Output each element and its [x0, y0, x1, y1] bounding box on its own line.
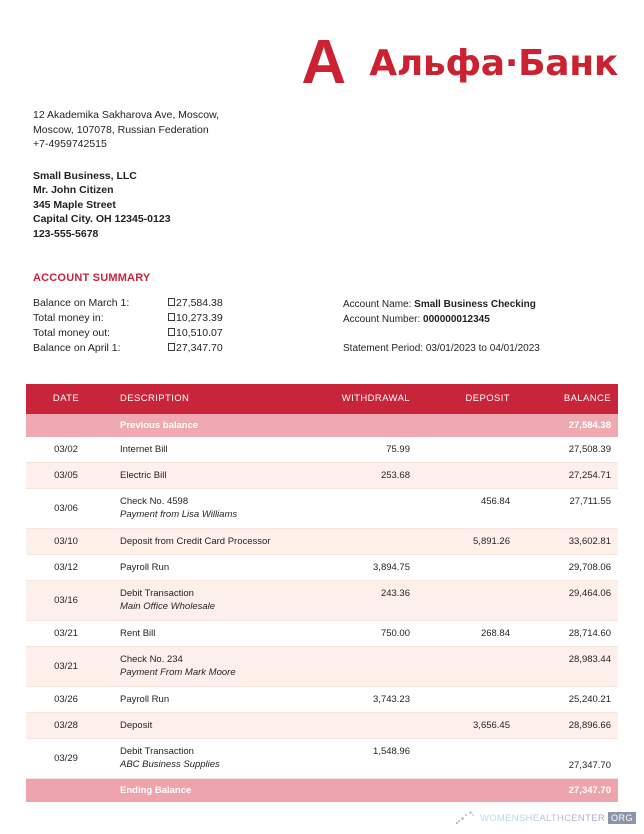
logo-letter: A [301, 28, 346, 97]
table-row [26, 555, 618, 581]
customer-city-state-zip: Capital City. OH 12345-0123 [33, 213, 171, 225]
row-balance: 28,896.66 [568, 719, 611, 731]
row-withdrawal: 3,743.23 [373, 693, 410, 705]
summary-row [33, 326, 343, 341]
previous-balance-label: Previous balance [120, 419, 199, 431]
previous-balance-row [26, 414, 618, 437]
table-row [26, 621, 618, 647]
summary-row [33, 296, 343, 311]
row-withdrawal: 253.68 [380, 469, 410, 481]
table-row [26, 463, 618, 489]
row-date: 03/26 [54, 693, 78, 705]
row-date: 03/05 [54, 469, 78, 481]
row-date: 03/16 [54, 594, 78, 606]
row-description [106, 653, 304, 680]
currency-symbol-icon [168, 343, 175, 351]
row-description [106, 587, 304, 614]
page-header [0, 0, 644, 108]
row-description: Payroll Run [120, 693, 170, 705]
logo-a-mark [295, 28, 351, 97]
account-number-value: 000000012345 [423, 313, 490, 325]
summary-label: Balance on April 1: [33, 342, 121, 354]
ending-balance-label: Ending Balance [120, 784, 192, 796]
account-summary-title: ACCOUNT SUMMARY [33, 272, 151, 284]
summary-value: 27,347.70 [168, 341, 223, 356]
row-withdrawal: 3,894.75 [373, 561, 410, 573]
summary-label: Balance on March 1: [33, 297, 130, 309]
customer-street: 345 Maple Street [33, 198, 116, 211]
account-name-label: Account Name: [343, 299, 412, 310]
row-balance: 27,711.55 [569, 495, 611, 507]
customer-name: Mr. John Citizen [33, 184, 114, 196]
row-deposit: 268.84 [480, 627, 510, 639]
row-deposit [422, 647, 518, 654]
row-balance: 28,983.44 [568, 653, 611, 665]
row-balance: 27,254.71 [568, 469, 611, 481]
row-description-sub: Main Office Wholesale [120, 600, 216, 612]
row-balance: 33,602.81 [568, 535, 611, 547]
customer-company: Small Business, LLC [33, 169, 137, 182]
row-withdrawal [304, 489, 422, 496]
row-date: 03/28 [54, 719, 78, 731]
row-withdrawal [304, 647, 422, 654]
summary-value: 27,584.38 [168, 296, 223, 311]
column-header-date: DATE [52, 393, 80, 404]
bank-address-phone: +7-4959742515 [33, 138, 107, 150]
row-description: Deposit [120, 719, 153, 731]
row-balance: 25,240.21 [568, 693, 611, 705]
table-row [26, 437, 618, 463]
statement-period: Statement Period: 03/01/2023 to 04/01/2023 [343, 343, 540, 354]
row-withdrawal: 243.36 [380, 587, 410, 599]
row-deposit: 456.84 [480, 495, 510, 507]
row-description-main: Check No. 4598 [120, 495, 189, 507]
bank-address-line-2: Moscow, 107078, Russian Federation [33, 123, 209, 136]
bank-address-line-1: 12 Akademika Sakharova Ave, Moscow, [33, 109, 219, 121]
customer-address [33, 169, 644, 242]
row-withdrawal: 1,548.96 [373, 745, 410, 757]
transactions-table [26, 384, 618, 802]
row-description [106, 495, 304, 522]
row-deposit [422, 739, 518, 746]
currency-symbol-icon [168, 328, 175, 336]
row-date: 03/29 [54, 752, 78, 764]
watermark-text: WOMENSHEALTHCENTER [479, 812, 605, 824]
row-description-main: Debit Transaction [120, 587, 194, 599]
summary-label: Total money in: [33, 312, 104, 324]
summary-value: 10,273.39 [168, 311, 223, 326]
row-date: 03/12 [54, 561, 78, 573]
site-watermark [456, 810, 636, 826]
row-description: Payroll Run [120, 561, 170, 573]
alfa-bank-logo [295, 28, 618, 97]
watermark-badge: ORG [608, 812, 636, 824]
address-zone [0, 108, 644, 241]
row-date: 03/06 [54, 502, 78, 514]
account-name-line [343, 298, 540, 313]
row-description [106, 745, 304, 772]
summary-value: 10,510.07 [168, 326, 223, 341]
row-date: 03/21 [54, 660, 78, 672]
row-date: 03/21 [54, 627, 78, 639]
row-date: 03/02 [54, 443, 78, 455]
column-header-deposit: DEPOSIT [465, 393, 510, 404]
currency-symbol-icon [168, 298, 175, 306]
row-deposit [422, 581, 518, 588]
row-balance: 29,464.06 [568, 587, 611, 599]
row-balance: 28,714.60 [568, 627, 611, 639]
row-description: Internet Bill [120, 443, 168, 455]
row-description-sub: ABC Business Supplies [120, 758, 220, 770]
row-description: Rent Bill [120, 627, 156, 639]
row-withdrawal: 750.00 [380, 627, 410, 639]
account-details [343, 296, 540, 357]
table-row [26, 647, 618, 687]
customer-phone: 123-555-5678 [33, 227, 99, 240]
currency-symbol-icon [168, 313, 175, 321]
table-row [26, 739, 618, 779]
dots-icon [456, 810, 478, 826]
row-withdrawal: 75.99 [386, 443, 410, 455]
table-row [26, 529, 618, 555]
row-description-main: Debit Transaction [120, 745, 194, 757]
table-row [26, 489, 618, 529]
row-description-sub: Payment From Mark Moore [120, 666, 236, 678]
row-deposit: 5,891.26 [473, 535, 510, 547]
account-number-label: Account Number: [343, 313, 421, 325]
row-balance: 27,508.39 [568, 443, 611, 455]
row-deposit: 3,656.45 [473, 719, 510, 731]
table-header-row [26, 384, 618, 414]
logo-wordmark: Альфа·Банк [369, 43, 618, 84]
summary-row [33, 311, 343, 326]
row-description: Deposit from Credit Card Processor [120, 535, 271, 547]
previous-balance-amount: 27,584.38 [568, 419, 611, 431]
summary-balances [33, 296, 343, 356]
account-name-value: Small Business Checking [414, 299, 536, 310]
row-date: 03/10 [54, 535, 78, 547]
table-row [26, 687, 618, 713]
column-header-balance: BALANCE [563, 393, 611, 404]
bank-address [33, 108, 644, 152]
account-summary-section [0, 296, 644, 357]
row-balance: 27,347.70 [568, 759, 611, 771]
ending-balance-amount: 27,347.70 [568, 784, 611, 796]
table-row [26, 581, 618, 621]
summary-row [33, 341, 343, 356]
row-balance: 29,708.06 [568, 561, 611, 573]
ending-balance-row [26, 779, 618, 802]
row-description-sub: Payment from Lisa Williams [120, 508, 238, 520]
row-description: Electric Bill [120, 469, 167, 481]
account-number-line [343, 313, 540, 328]
column-header-withdrawal: WITHDRAWAL [341, 393, 410, 404]
summary-label: Total money out: [33, 327, 111, 339]
row-description-main: Check No. 234 [120, 653, 183, 665]
column-header-description: DESCRIPTION [120, 393, 190, 404]
table-row [26, 713, 618, 739]
